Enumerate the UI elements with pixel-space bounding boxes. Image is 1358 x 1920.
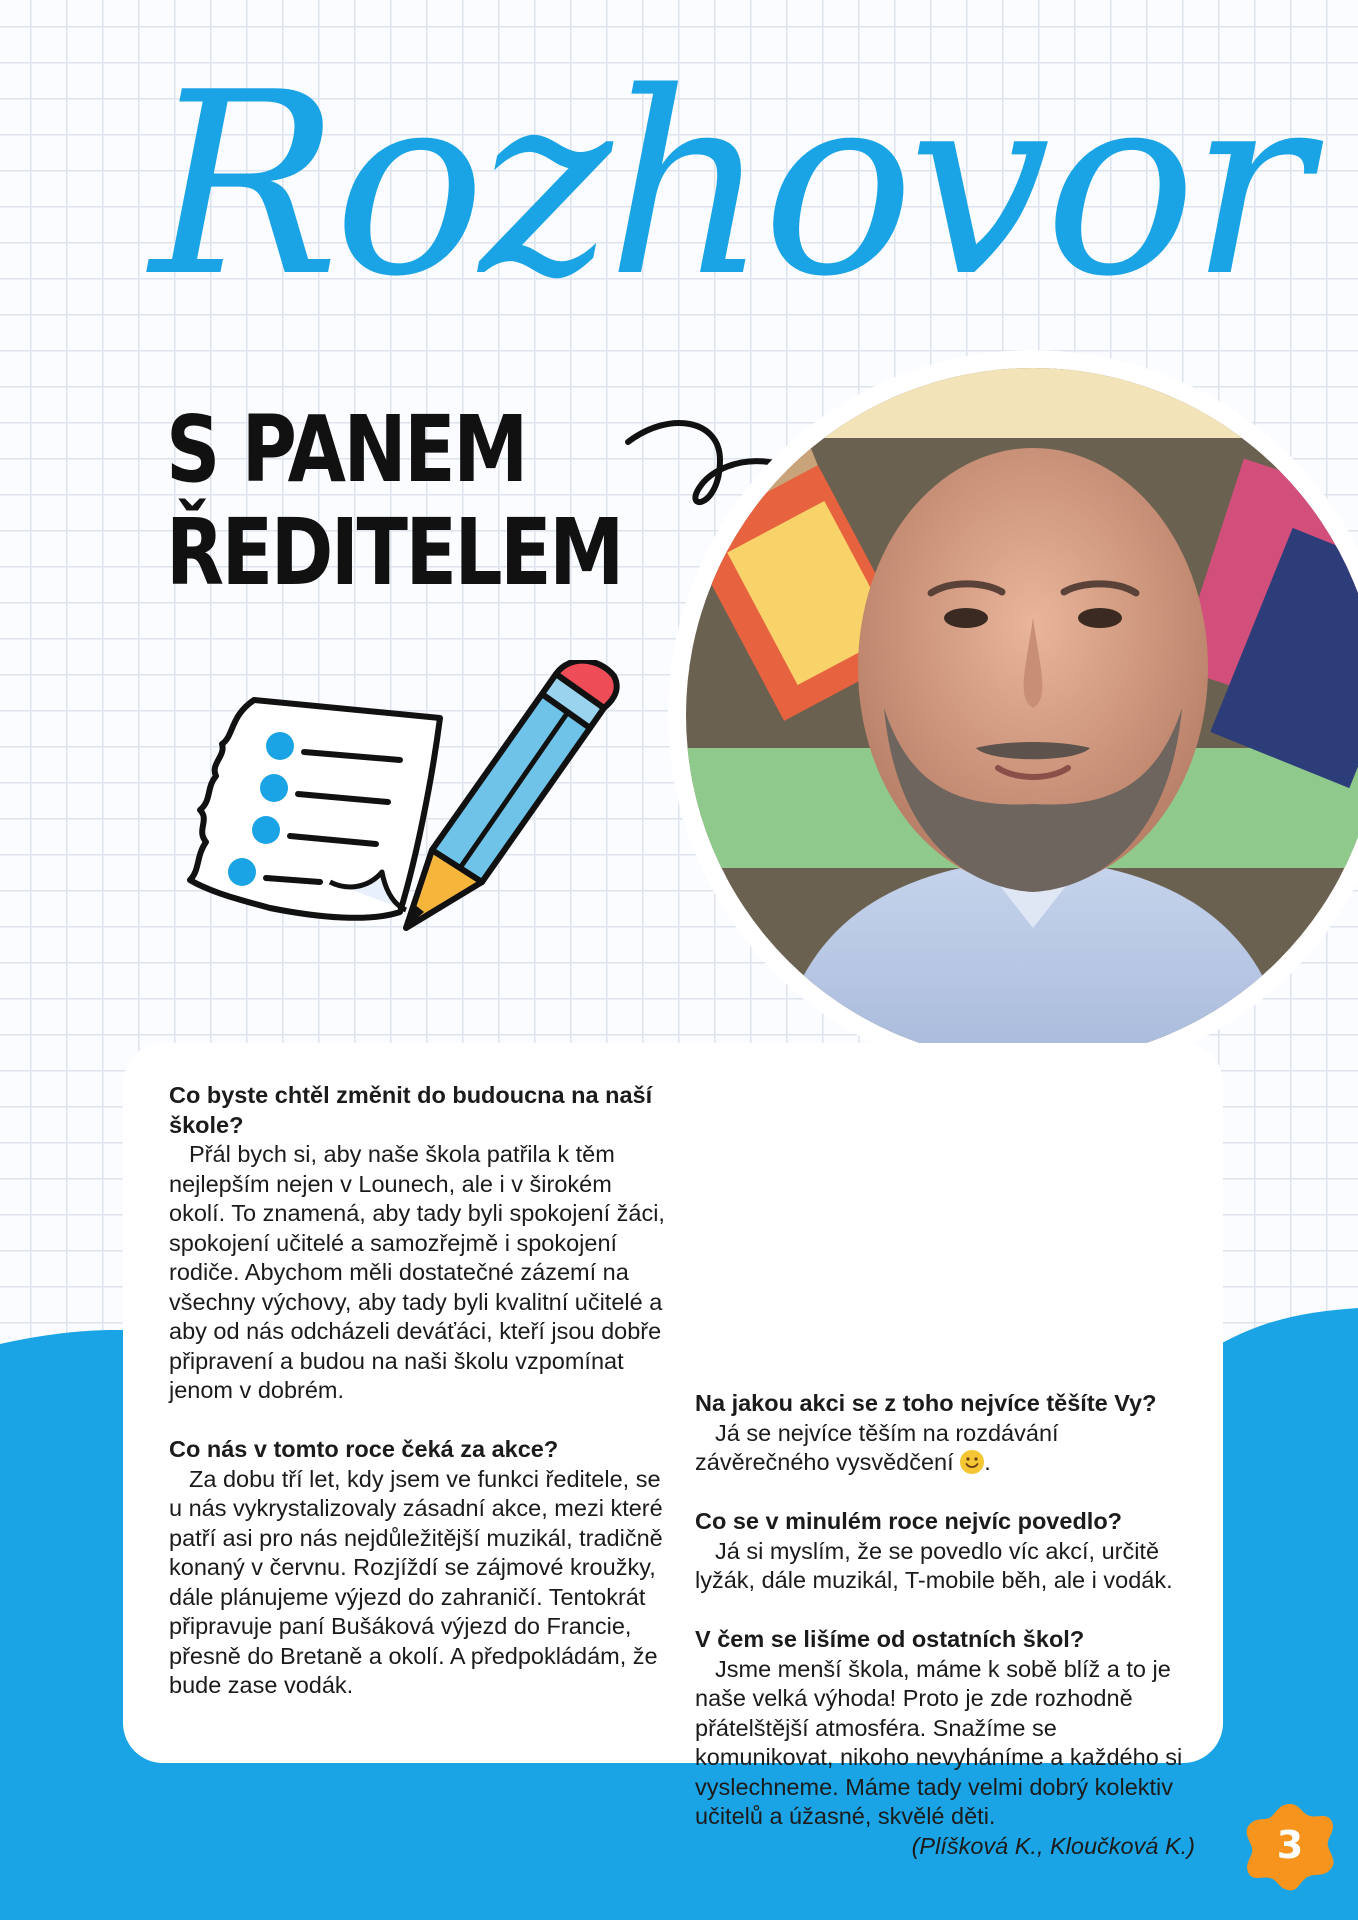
answer-3 xyxy=(695,1419,1195,1478)
answer-3-text: Já se nejvíce těším na rozdávání závěrečného vysvědčení xyxy=(695,1419,1059,1475)
title-subtitle-line1: S PANEM xyxy=(166,396,526,503)
pencil-icon xyxy=(406,661,617,928)
answer-2: Za dobu tří let, kdy jsem ve funkci ředitele, se u nás vykrystalizovaly zásadní akce, mezi které patří asi pro nás nejdůležitější muzikál, tradičně konaný v červnu. Rozjíždí se zájmové kroužky, dále plánujeme výjezd do zahraničí. Tentokrát připravuje paní Bušáková výjezd do Francie, přesně do Bretaně a okolí. A předpokládám, že bude zase vodák. xyxy=(169,1465,663,1698)
title-script: Rozhovor xyxy=(150,39,1305,332)
question-5: V čem se lišíme od ostatních škol? xyxy=(695,1626,1085,1652)
principal-photo xyxy=(686,368,1358,1062)
checklist-paper-icon xyxy=(190,700,440,918)
question-1: Co byste chtěl změnit do budoucna na naší škole? xyxy=(169,1082,653,1138)
checklist-pencil-doodle xyxy=(170,660,640,960)
question-3: Na jakou akci se z toho nejvíce těšíte Vy? xyxy=(695,1390,1157,1416)
answer-1: Přál bych si, aby naše škola patřila k těm nejlepším nejen v Lounech, ale i v širokém okolí. To znamená, aby tady byli spokojení žáci, spokojení učitelé a samozřejmě i spokojení rodiče. Abychom měli dostatečné zázemí na všechny výchovy, aby tady byli kvalitní učitelé a aby od nás odcházeli deváťáci, kteří jsou dobře připravení a budou na naši školu vzpomínat jenom v dobrém. xyxy=(169,1141,665,1403)
interview-column-left xyxy=(169,1081,669,1701)
question-4: Co se v minulém roce nejvíc povedlo? xyxy=(695,1508,1123,1534)
answer-4: Já si myslím, že se povedlo víc akcí, určitě lyžák, dále muzikál, T-mobile běh, ale i vodák. xyxy=(695,1537,1173,1593)
title-subtitle-line2: ŘEDITELEM xyxy=(166,499,622,607)
smile-emoji-icon xyxy=(960,1450,984,1474)
page-number: 3 xyxy=(1276,1823,1304,1867)
answer-5: Jsme menší škola, máme k sobě blíž a to je naše velká výhoda! Proto je zde rozhodně přátelštější atmosféra. Snažíme se komunikovat, nikoho nevyháníme a každého si vyslechneme. Máme tady velmi dobrý kolektiv učitelů a úžasné, skvělé děti. xyxy=(695,1655,1183,1829)
authors-signature: (Plíšková K., Kloučková K.) xyxy=(911,1832,1195,1859)
title-subtitle xyxy=(166,396,622,607)
question-2: Co nás v tomto roce čeká za akce? xyxy=(169,1436,559,1462)
answer-3-end: . xyxy=(984,1449,991,1475)
interview-card xyxy=(123,1043,1223,1859)
interview-column-right xyxy=(695,1389,1195,1861)
